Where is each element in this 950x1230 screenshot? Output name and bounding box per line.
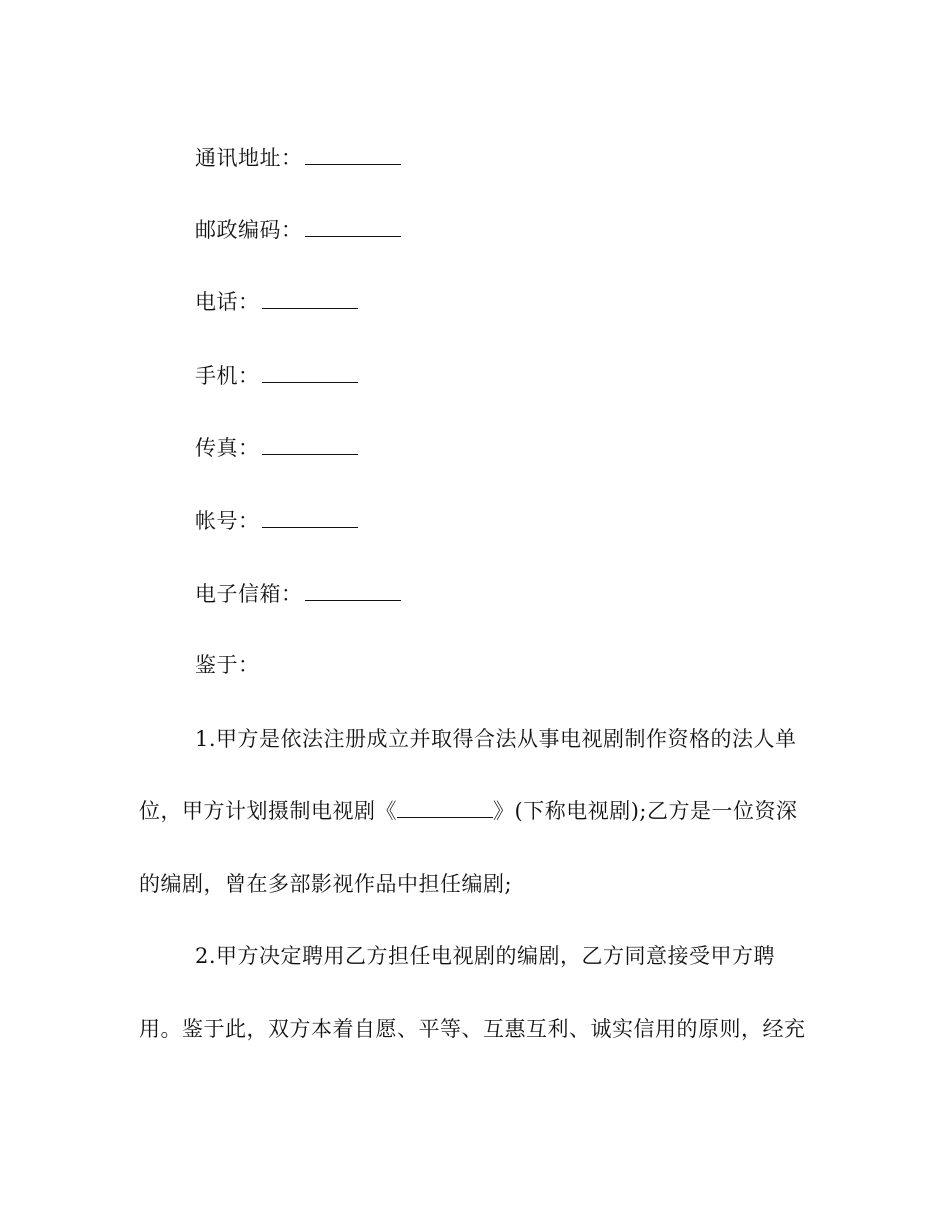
paragraph1-line3: 的编剧，曾在多部影视作品中担任编剧; — [139, 872, 513, 896]
phone-blank — [262, 290, 358, 309]
paragraph2-line1: 2.甲方决定聘用乙方担任电视剧的编剧，乙方同意接受甲方聘 — [195, 944, 776, 968]
paragraph1-line2 — [139, 797, 797, 825]
mobile-blank — [262, 364, 358, 383]
email-blank — [305, 582, 401, 601]
field-account — [195, 507, 358, 535]
paragraph1-line2-after: 》(下称电视剧);乙方是一位资深 — [493, 799, 798, 823]
field-address — [195, 144, 401, 172]
account-blank — [262, 509, 358, 528]
field-fax-label: 传真： — [195, 436, 260, 460]
field-phone — [195, 288, 358, 316]
field-email — [195, 580, 401, 608]
field-mobile-label: 手机： — [195, 364, 260, 388]
whereas-heading: 鉴于： — [195, 653, 260, 677]
fax-blank — [262, 436, 358, 455]
address-blank — [305, 146, 401, 165]
postcode-blank — [305, 218, 401, 237]
tv-title-blank — [397, 799, 493, 818]
paragraph2-line2: 用。鉴于此，双方本着自愿、平等、互惠互利、诚实信用的原则，经充 — [139, 1017, 806, 1041]
field-address-label: 通讯地址： — [195, 146, 303, 170]
field-postcode-label: 邮政编码： — [195, 218, 303, 242]
field-account-label: 帐号： — [195, 509, 260, 533]
field-postcode — [195, 216, 401, 244]
field-phone-label: 电话： — [195, 290, 260, 314]
field-fax — [195, 434, 358, 462]
paragraph1-line2-before: 位，甲方计划摄制电视剧《 — [139, 799, 397, 823]
field-mobile — [195, 362, 358, 390]
field-email-label: 电子信箱： — [195, 582, 303, 606]
paragraph1-line1: 1.甲方是依法注册成立并取得合法从事电视剧制作资格的法人单 — [195, 727, 797, 751]
